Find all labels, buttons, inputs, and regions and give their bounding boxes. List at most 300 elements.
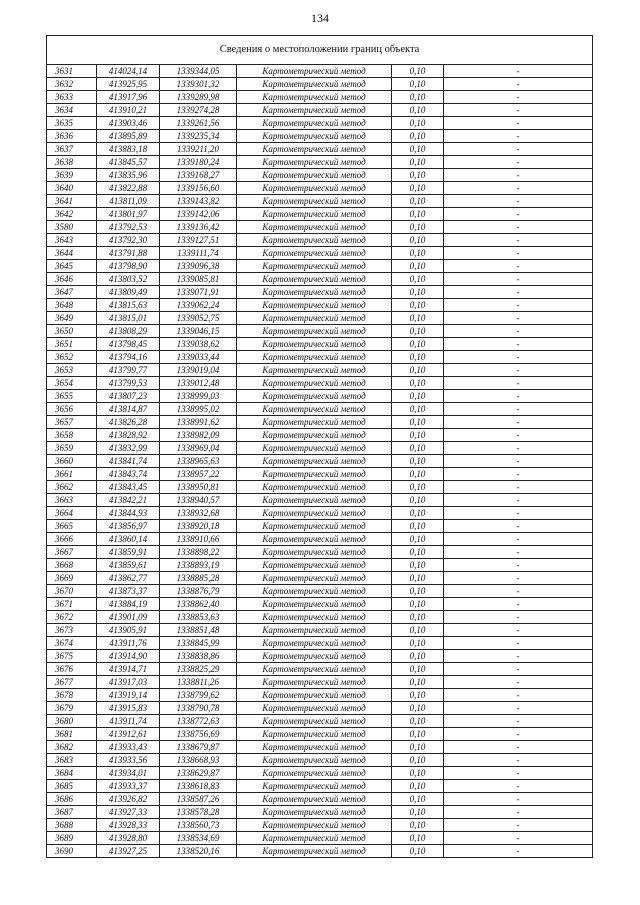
method-cell: Картометрический метод — [237, 260, 392, 273]
table-row — [47, 741, 593, 754]
coord-y-cell: 1338969,04 — [160, 442, 237, 455]
point-number-cell: 3660 — [47, 455, 97, 468]
point-number-cell: 3681 — [47, 728, 97, 741]
table-row — [47, 468, 593, 481]
coord-x-cell: 413901,09 — [97, 611, 160, 624]
point-number-cell: 3684 — [47, 767, 97, 780]
coord-x-cell: 413815,63 — [97, 299, 160, 312]
point-number-cell: 3677 — [47, 676, 97, 689]
table-row — [47, 312, 593, 325]
description-cell: - — [444, 182, 593, 195]
description-cell: - — [444, 429, 593, 442]
table-row — [47, 273, 593, 286]
table-row — [47, 286, 593, 299]
accuracy-cell: 0,10 — [392, 455, 444, 468]
point-number-cell: 3667 — [47, 546, 97, 559]
table-row — [47, 182, 593, 195]
table-row — [47, 494, 593, 507]
table-row — [47, 455, 593, 468]
point-number-cell: 3644 — [47, 247, 97, 260]
point-number-cell: 3649 — [47, 312, 97, 325]
description-cell: - — [444, 65, 593, 78]
coord-y-cell: 1338629,87 — [160, 767, 237, 780]
coord-y-cell: 1339052,75 — [160, 312, 237, 325]
table-row — [47, 364, 593, 377]
coord-x-cell: 413811,09 — [97, 195, 160, 208]
coord-y-cell: 1338853,63 — [160, 611, 237, 624]
method-cell: Картометрический метод — [237, 663, 392, 676]
description-cell: - — [444, 715, 593, 728]
method-cell: Картометрический метод — [237, 130, 392, 143]
method-cell: Картометрический метод — [237, 156, 392, 169]
description-cell: - — [444, 351, 593, 364]
coord-x-cell: 413792,53 — [97, 221, 160, 234]
coord-x-cell: 413822,88 — [97, 182, 160, 195]
table-row — [47, 520, 593, 533]
coord-y-cell: 1339211,20 — [160, 143, 237, 156]
table-row — [47, 65, 593, 78]
accuracy-cell: 0,10 — [392, 611, 444, 624]
method-cell: Картометрический метод — [237, 221, 392, 234]
coord-y-cell: 1338756,69 — [160, 728, 237, 741]
point-number-cell: 3678 — [47, 689, 97, 702]
table-row — [47, 546, 593, 559]
table-row — [47, 689, 593, 702]
description-cell: - — [444, 156, 593, 169]
table-row — [47, 91, 593, 104]
table-row — [47, 624, 593, 637]
accuracy-cell: 0,10 — [392, 104, 444, 117]
coord-x-cell: 413927,33 — [97, 806, 160, 819]
table-row — [47, 234, 593, 247]
point-number-cell: 3688 — [47, 819, 97, 832]
coord-y-cell: 1338587,26 — [160, 793, 237, 806]
point-number-cell: 3675 — [47, 650, 97, 663]
point-number-cell: 3655 — [47, 390, 97, 403]
point-number-cell: 3659 — [47, 442, 97, 455]
coord-x-cell: 413814,87 — [97, 403, 160, 416]
method-cell: Картометрический метод — [237, 637, 392, 650]
method-cell: Картометрический метод — [237, 481, 392, 494]
point-number-cell: 3685 — [47, 780, 97, 793]
coord-y-cell: 1338668,93 — [160, 754, 237, 767]
accuracy-cell: 0,10 — [392, 676, 444, 689]
point-number-cell: 3676 — [47, 663, 97, 676]
table-row — [47, 715, 593, 728]
method-cell: Картометрический метод — [237, 104, 392, 117]
point-number-cell: 3665 — [47, 520, 97, 533]
accuracy-cell: 0,10 — [392, 806, 444, 819]
table-row — [47, 208, 593, 221]
description-cell: - — [444, 624, 593, 637]
point-number-cell: 3636 — [47, 130, 97, 143]
coord-x-cell: 413835,96 — [97, 169, 160, 182]
coord-x-cell: 413803,52 — [97, 273, 160, 286]
coord-y-cell: 1339142,06 — [160, 208, 237, 221]
accuracy-cell: 0,10 — [392, 65, 444, 78]
coord-x-cell: 413933,43 — [97, 741, 160, 754]
accuracy-cell: 0,10 — [392, 325, 444, 338]
coord-y-cell: 1338932,68 — [160, 507, 237, 520]
coord-y-cell: 1338950,81 — [160, 481, 237, 494]
coord-y-cell: 1338991,62 — [160, 416, 237, 429]
point-number-cell: 3640 — [47, 182, 97, 195]
method-cell: Картометрический метод — [237, 312, 392, 325]
coord-x-cell: 413798,45 — [97, 338, 160, 351]
table-row — [47, 416, 593, 429]
table-row — [47, 156, 593, 169]
method-cell: Картометрический метод — [237, 741, 392, 754]
method-cell: Картометрический метод — [237, 442, 392, 455]
accuracy-cell: 0,10 — [392, 91, 444, 104]
coord-x-cell: 413859,61 — [97, 559, 160, 572]
point-number-cell: 3668 — [47, 559, 97, 572]
accuracy-cell: 0,10 — [392, 585, 444, 598]
accuracy-cell: 0,10 — [392, 273, 444, 286]
coord-y-cell: 1338910,66 — [160, 533, 237, 546]
accuracy-cell: 0,10 — [392, 741, 444, 754]
description-cell: - — [444, 247, 593, 260]
method-cell: Картометрический метод — [237, 377, 392, 390]
coord-y-cell: 1338940,57 — [160, 494, 237, 507]
accuracy-cell: 0,10 — [392, 650, 444, 663]
accuracy-cell: 0,10 — [392, 624, 444, 637]
table-row — [47, 650, 593, 663]
table-row — [47, 78, 593, 91]
coord-y-cell: 1339344,05 — [160, 65, 237, 78]
method-cell: Картометрический метод — [237, 65, 392, 78]
accuracy-cell: 0,10 — [392, 130, 444, 143]
point-number-cell: 3666 — [47, 533, 97, 546]
coord-y-cell: 1339038,62 — [160, 338, 237, 351]
coord-y-cell: 1339261,56 — [160, 117, 237, 130]
description-cell: - — [444, 819, 593, 832]
coord-y-cell: 1339071,91 — [160, 286, 237, 299]
method-cell: Картометрический метод — [237, 182, 392, 195]
description-cell: - — [444, 637, 593, 650]
accuracy-cell: 0,10 — [392, 793, 444, 806]
coord-x-cell: 413826,28 — [97, 416, 160, 429]
method-cell: Картометрический метод — [237, 715, 392, 728]
coord-x-cell: 413895,89 — [97, 130, 160, 143]
method-cell: Картометрический метод — [237, 624, 392, 637]
table-row — [47, 143, 593, 156]
method-cell: Картометрический метод — [237, 78, 392, 91]
point-number-cell: 3690 — [47, 845, 97, 858]
coord-x-cell: 413928,80 — [97, 832, 160, 845]
coord-x-cell: 413934,01 — [97, 767, 160, 780]
description-cell: - — [444, 403, 593, 416]
table-row — [47, 325, 593, 338]
accuracy-cell: 0,10 — [392, 494, 444, 507]
table-row — [47, 507, 593, 520]
accuracy-cell: 0,10 — [392, 767, 444, 780]
accuracy-cell: 0,10 — [392, 416, 444, 429]
point-number-cell: 3648 — [47, 299, 97, 312]
point-number-cell: 3654 — [47, 377, 97, 390]
coord-y-cell: 1339019,04 — [160, 364, 237, 377]
coord-x-cell: 413828,92 — [97, 429, 160, 442]
point-number-cell: 3633 — [47, 91, 97, 104]
accuracy-cell: 0,10 — [392, 377, 444, 390]
coord-y-cell: 1338845,99 — [160, 637, 237, 650]
method-cell: Картометрический метод — [237, 598, 392, 611]
coord-x-cell: 413903,46 — [97, 117, 160, 130]
coord-x-cell: 413873,37 — [97, 585, 160, 598]
table-row — [47, 702, 593, 715]
coord-x-cell: 413841,74 — [97, 455, 160, 468]
point-number-cell: 3635 — [47, 117, 97, 130]
point-number-cell: 3650 — [47, 325, 97, 338]
coord-x-cell: 413842,21 — [97, 494, 160, 507]
accuracy-cell: 0,10 — [392, 702, 444, 715]
accuracy-cell: 0,10 — [392, 182, 444, 195]
point-number-cell: 3639 — [47, 169, 97, 182]
table-row — [47, 767, 593, 780]
description-cell: - — [444, 260, 593, 273]
point-number-cell: 3643 — [47, 234, 97, 247]
method-cell: Картометрический метод — [237, 403, 392, 416]
point-number-cell: 3637 — [47, 143, 97, 156]
accuracy-cell: 0,10 — [392, 507, 444, 520]
coord-x-cell: 413927,25 — [97, 845, 160, 858]
point-number-cell: 3645 — [47, 260, 97, 273]
method-cell: Картометрический метод — [237, 767, 392, 780]
coord-y-cell: 1338838,86 — [160, 650, 237, 663]
point-number-cell: 3638 — [47, 156, 97, 169]
coord-y-cell: 1339180,24 — [160, 156, 237, 169]
method-cell: Картометрический метод — [237, 416, 392, 429]
table-row — [47, 793, 593, 806]
method-cell: Картометрический метод — [237, 572, 392, 585]
coord-x-cell: 413860,14 — [97, 533, 160, 546]
accuracy-cell: 0,10 — [392, 143, 444, 156]
accuracy-cell: 0,10 — [392, 117, 444, 130]
accuracy-cell: 0,10 — [392, 520, 444, 533]
table-row — [47, 676, 593, 689]
description-cell: - — [444, 117, 593, 130]
accuracy-cell: 0,10 — [392, 403, 444, 416]
coord-x-cell: 413845,57 — [97, 156, 160, 169]
table-row — [47, 130, 593, 143]
description-cell: - — [444, 208, 593, 221]
coord-x-cell: 413809,49 — [97, 286, 160, 299]
accuracy-cell: 0,10 — [392, 260, 444, 273]
description-cell: - — [444, 663, 593, 676]
method-cell: Картометрический метод — [237, 169, 392, 182]
method-cell: Картометрический метод — [237, 351, 392, 364]
table-row — [47, 403, 593, 416]
point-number-cell: 3662 — [47, 481, 97, 494]
table-row — [47, 442, 593, 455]
coord-x-cell: 413914,90 — [97, 650, 160, 663]
coord-x-cell: 413808,29 — [97, 325, 160, 338]
method-cell: Картометрический метод — [237, 390, 392, 403]
accuracy-cell: 0,10 — [392, 663, 444, 676]
accuracy-cell: 0,10 — [392, 312, 444, 325]
method-cell: Картометрический метод — [237, 676, 392, 689]
method-cell: Картометрический метод — [237, 689, 392, 702]
accuracy-cell: 0,10 — [392, 832, 444, 845]
description-cell: - — [444, 611, 593, 624]
coord-y-cell: 1339168,27 — [160, 169, 237, 182]
coord-x-cell: 413919,14 — [97, 689, 160, 702]
accuracy-cell: 0,10 — [392, 195, 444, 208]
coord-y-cell: 1339289,98 — [160, 91, 237, 104]
coord-x-cell: 413910,21 — [97, 104, 160, 117]
description-cell: - — [444, 364, 593, 377]
table-row — [47, 754, 593, 767]
coord-y-cell: 1338876,79 — [160, 585, 237, 598]
description-cell: - — [444, 507, 593, 520]
coord-y-cell: 1338790,78 — [160, 702, 237, 715]
description-cell: - — [444, 91, 593, 104]
accuracy-cell: 0,10 — [392, 689, 444, 702]
table-row — [47, 845, 593, 858]
coord-y-cell: 1338893,19 — [160, 559, 237, 572]
description-cell: - — [444, 455, 593, 468]
method-cell: Картометрический метод — [237, 494, 392, 507]
accuracy-cell: 0,10 — [392, 780, 444, 793]
method-cell: Картометрический метод — [237, 806, 392, 819]
accuracy-cell: 0,10 — [392, 156, 444, 169]
method-cell: Картометрический метод — [237, 117, 392, 130]
accuracy-cell: 0,10 — [392, 533, 444, 546]
coord-x-cell: 413807,23 — [97, 390, 160, 403]
table-row — [47, 247, 593, 260]
coord-x-cell: 413856,97 — [97, 520, 160, 533]
point-number-cell: 3657 — [47, 416, 97, 429]
coord-y-cell: 1338534,69 — [160, 832, 237, 845]
coord-y-cell: 1338679,87 — [160, 741, 237, 754]
description-cell: - — [444, 416, 593, 429]
table-row — [47, 104, 593, 117]
coord-y-cell: 1339156,60 — [160, 182, 237, 195]
method-cell: Картометрический метод — [237, 286, 392, 299]
coord-x-cell: 413883,18 — [97, 143, 160, 156]
accuracy-cell: 0,10 — [392, 715, 444, 728]
point-number-cell: 3679 — [47, 702, 97, 715]
table-row — [47, 663, 593, 676]
table-row — [47, 559, 593, 572]
point-number-cell: 3680 — [47, 715, 97, 728]
point-number-cell: 3653 — [47, 364, 97, 377]
coord-y-cell: 1338851,48 — [160, 624, 237, 637]
coord-y-cell: 1339136,42 — [160, 221, 237, 234]
table-row — [47, 598, 593, 611]
point-number-cell: 3646 — [47, 273, 97, 286]
method-cell: Картометрический метод — [237, 832, 392, 845]
point-number-cell: 3647 — [47, 286, 97, 299]
coord-x-cell: 413859,91 — [97, 546, 160, 559]
coord-x-cell: 413914,71 — [97, 663, 160, 676]
table-row — [47, 377, 593, 390]
description-cell: - — [444, 767, 593, 780]
accuracy-cell: 0,10 — [392, 351, 444, 364]
coord-x-cell: 413926,82 — [97, 793, 160, 806]
table-row — [47, 533, 593, 546]
table-row — [47, 169, 593, 182]
description-cell: - — [444, 325, 593, 338]
coord-y-cell: 1339062,24 — [160, 299, 237, 312]
description-cell: - — [444, 585, 593, 598]
coord-y-cell: 1338560,73 — [160, 819, 237, 832]
method-cell: Картометрический метод — [237, 468, 392, 481]
description-cell: - — [444, 793, 593, 806]
coord-y-cell: 1338578,28 — [160, 806, 237, 819]
accuracy-cell: 0,10 — [392, 338, 444, 351]
coord-y-cell: 1338825,29 — [160, 663, 237, 676]
method-cell: Картометрический метод — [237, 91, 392, 104]
coord-x-cell: 413862,77 — [97, 572, 160, 585]
description-cell: - — [444, 676, 593, 689]
table-row — [47, 195, 593, 208]
table-row — [47, 832, 593, 845]
point-number-cell: 3656 — [47, 403, 97, 416]
description-cell: - — [444, 468, 593, 481]
point-number-cell: 3682 — [47, 741, 97, 754]
method-cell: Картометрический метод — [237, 520, 392, 533]
coord-y-cell: 1339111,74 — [160, 247, 237, 260]
accuracy-cell: 0,10 — [392, 468, 444, 481]
description-cell: - — [444, 845, 593, 858]
point-number-cell: 3651 — [47, 338, 97, 351]
coord-y-cell: 1339046,15 — [160, 325, 237, 338]
description-cell: - — [444, 195, 593, 208]
accuracy-cell: 0,10 — [392, 299, 444, 312]
method-cell: Картометрический метод — [237, 234, 392, 247]
accuracy-cell: 0,10 — [392, 728, 444, 741]
coord-x-cell: 413791,88 — [97, 247, 160, 260]
point-number-cell: 3687 — [47, 806, 97, 819]
method-cell: Картометрический метод — [237, 429, 392, 442]
point-number-cell: 3664 — [47, 507, 97, 520]
coord-x-cell: 413799,53 — [97, 377, 160, 390]
method-cell: Картометрический метод — [237, 585, 392, 598]
table-row — [47, 572, 593, 585]
coord-x-cell: 413794,16 — [97, 351, 160, 364]
coord-x-cell: 413815,01 — [97, 312, 160, 325]
description-cell: - — [444, 832, 593, 845]
table-row — [47, 637, 593, 650]
description-cell: - — [444, 702, 593, 715]
description-cell: - — [444, 78, 593, 91]
description-cell: - — [444, 442, 593, 455]
coord-x-cell: 413884,19 — [97, 598, 160, 611]
coord-y-cell: 1338618,83 — [160, 780, 237, 793]
point-number-cell: 3641 — [47, 195, 97, 208]
table-row — [47, 390, 593, 403]
coord-y-cell: 1338957,22 — [160, 468, 237, 481]
description-cell: - — [444, 143, 593, 156]
description-cell: - — [444, 494, 593, 507]
boundary-table — [46, 35, 593, 858]
coord-x-cell: 413915,83 — [97, 702, 160, 715]
table-row — [47, 728, 593, 741]
accuracy-cell: 0,10 — [392, 572, 444, 585]
coord-y-cell: 1339012,48 — [160, 377, 237, 390]
coord-x-cell: 413917,03 — [97, 676, 160, 689]
method-cell: Картометрический метод — [237, 507, 392, 520]
point-number-cell: 3634 — [47, 104, 97, 117]
table-row — [47, 585, 593, 598]
method-cell: Картометрический метод — [237, 650, 392, 663]
method-cell: Картометрический метод — [237, 455, 392, 468]
coord-x-cell: 413798,90 — [97, 260, 160, 273]
description-cell: - — [444, 741, 593, 754]
coord-y-cell: 1339235,34 — [160, 130, 237, 143]
method-cell: Картометрический метод — [237, 143, 392, 156]
